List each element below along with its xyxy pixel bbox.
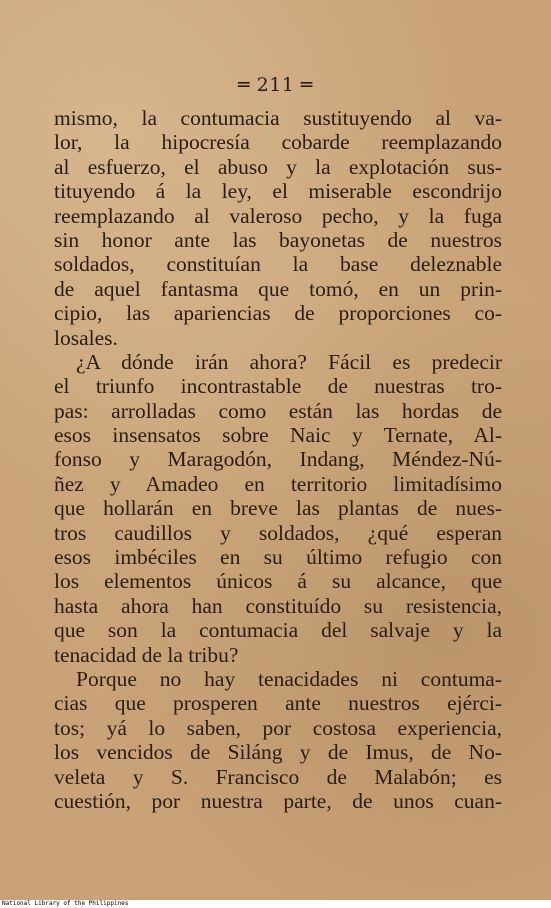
text-line: el triunfo incontrastable de nuestras tro-	[54, 374, 502, 399]
text-line: Porque no hay tenacidades ni contuma-	[76, 666, 502, 691]
text-line: losales.	[54, 325, 118, 350]
text-line: que son la contumacia del salvaje y la	[54, 618, 502, 643]
page-number: ═ 211 ═	[238, 74, 313, 96]
text-line: mismo, la contumacia sustituyendo al va-	[54, 106, 502, 130]
body-text	[54, 106, 502, 813]
text-line: al esfuerzo, el abuso y la explotación sus-	[54, 154, 502, 179]
text-line: tituyendo á la ley, el miserable escondrijo	[54, 179, 502, 204]
text-line: pas: arrolladas como están las hordas de	[54, 398, 502, 423]
text-line: ¿A dónde irán ahora? Fácil es predecir	[76, 349, 502, 374]
text-line: tros caudillos y soldados, ¿qué esperan	[54, 520, 502, 545]
text-line: cuestión, por nuestra parte, de unos cuan-	[54, 788, 502, 813]
text-line: reemplazando al valeroso pecho, y la fuga	[54, 203, 502, 228]
text-line: veleta y S. Francisco de Malabón; es	[54, 764, 502, 789]
text-line: esos insensatos sobre Naic y Ternate, Al-	[54, 423, 502, 448]
text-line: soldados, constituían la base deleznable	[54, 252, 502, 277]
text-line: tenacidad de la tribu?	[54, 642, 239, 667]
text-line: fonso y Maragodón, Indang, Méndez-Nú-	[54, 447, 502, 472]
library-credit: National Library of the Philippines	[0, 900, 551, 908]
text-line: cias que prosperen ante nuestros ejérci-	[54, 691, 502, 716]
text-line: sin honor ante las bayonetas de nuestros	[54, 227, 502, 252]
text-line: hasta ahora han constituído su resistencia,	[54, 593, 502, 618]
text-line: tos; yá lo saben, por costosa experiencia,	[54, 715, 502, 740]
text-line: que hollarán en breve las plantas de nues-	[54, 496, 502, 521]
text-line: esos imbéciles en su último refugio con	[54, 545, 502, 570]
text-line: los elementos únicos á su alcance, que	[54, 569, 502, 594]
text-line: los vencidos de Siláng y de Imus, de No-	[54, 740, 502, 765]
text-line: de aquel fantasma que tomó, en un prin-	[54, 276, 502, 301]
text-line: lor, la hipocresía cobarde reemplazando	[54, 130, 502, 155]
text-line: ñez y Amadeo en territorio limitadísimo	[54, 471, 502, 496]
text-line: cipio, las apariencias de proporciones co-	[54, 301, 502, 326]
